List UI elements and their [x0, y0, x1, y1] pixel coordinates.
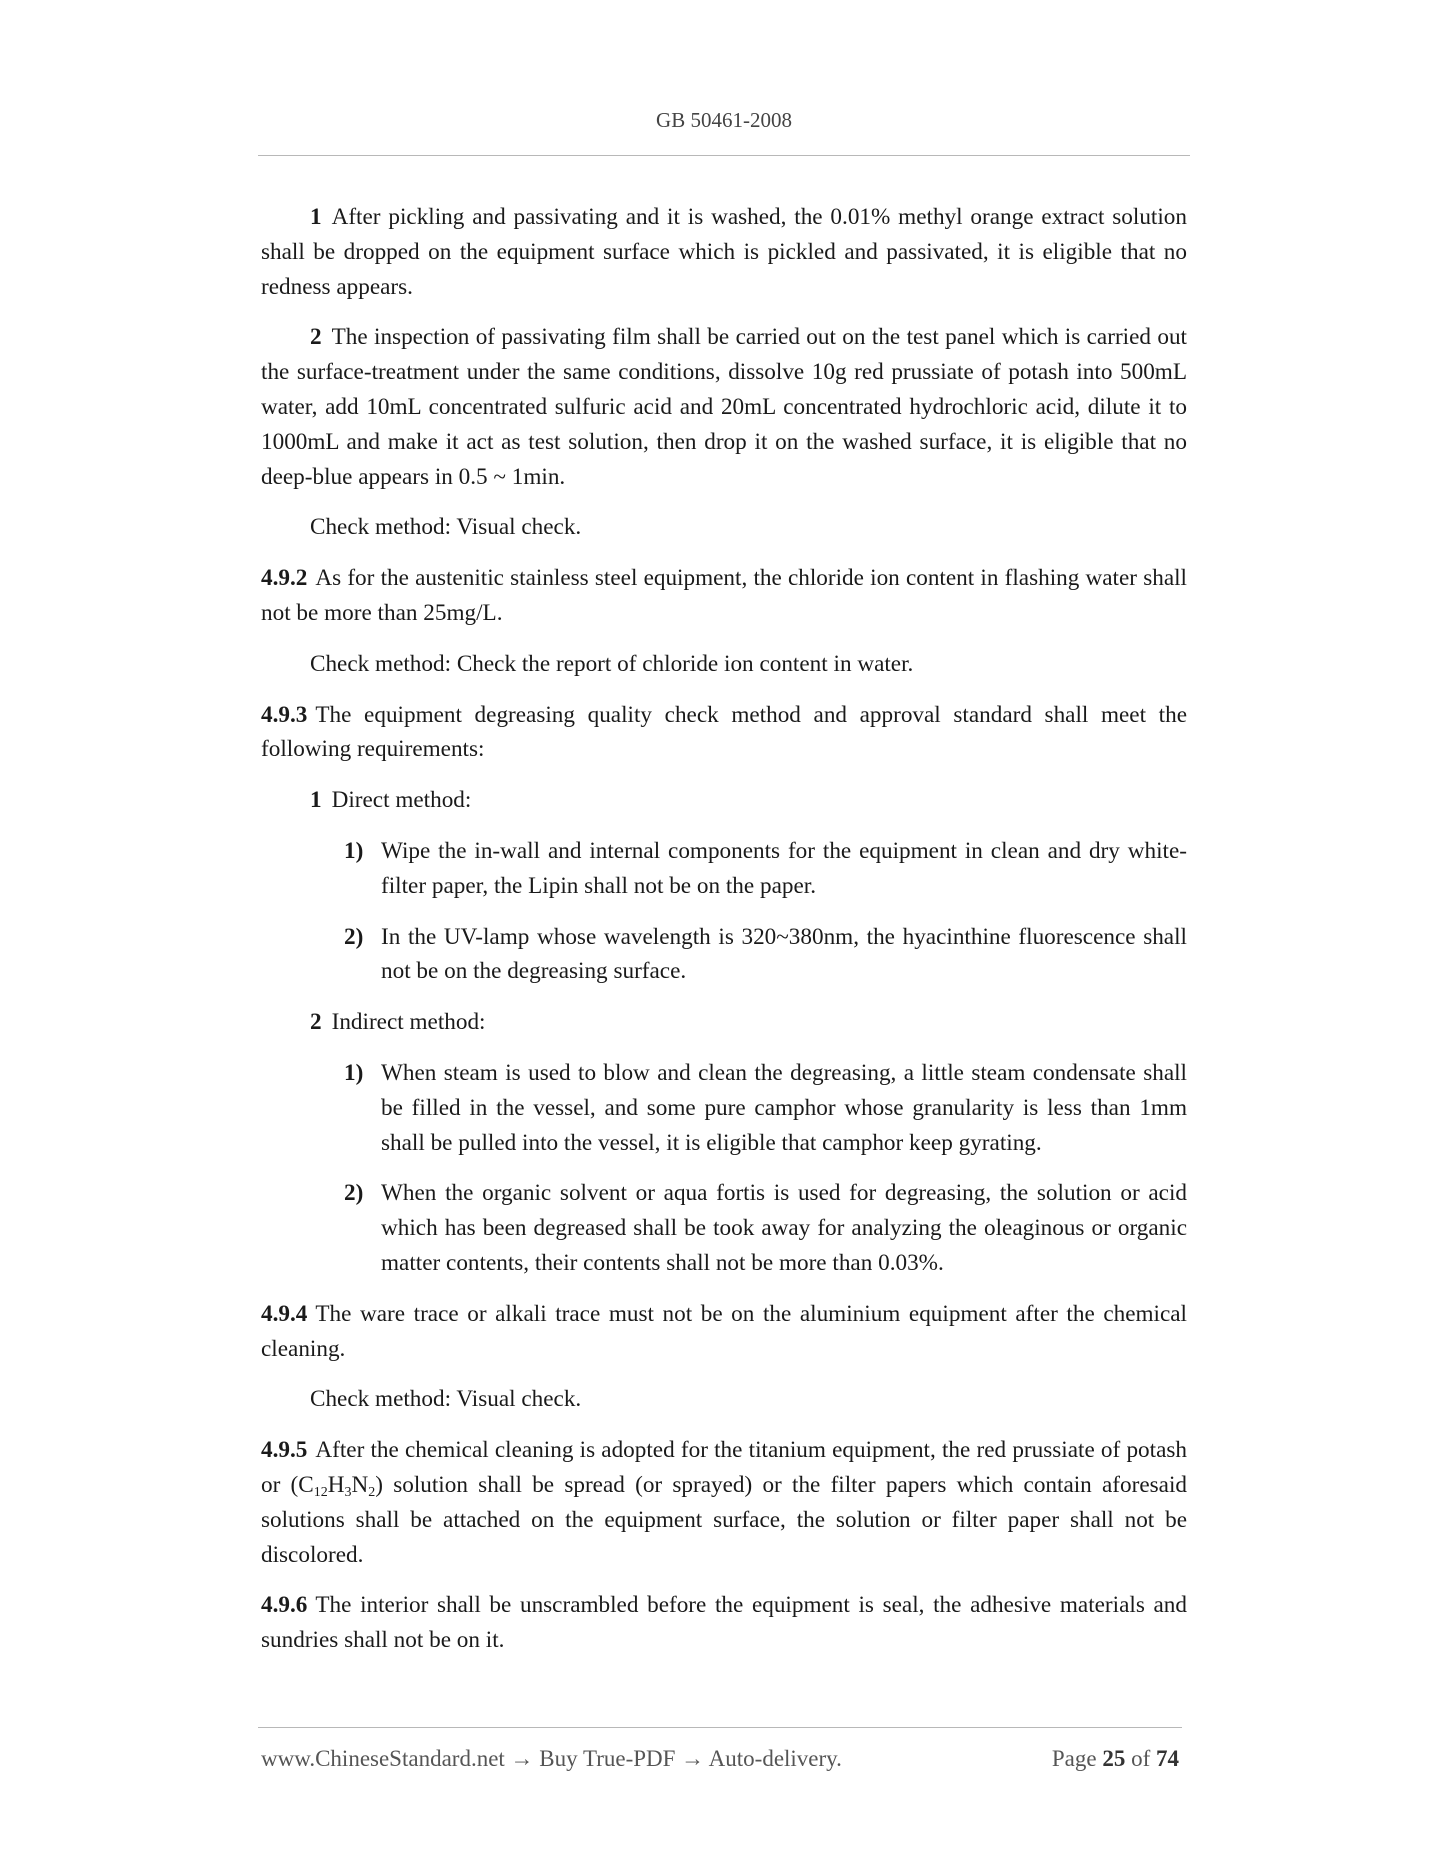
sub-item-number: 1) — [344, 837, 364, 864]
item-number: 2 — [310, 1009, 322, 1036]
clause-number: 4.9.6 — [261, 1592, 308, 1619]
document-body — [261, 200, 1187, 1658]
item-number: 2 — [310, 324, 322, 351]
sub-item-number: 1) — [344, 1059, 364, 1086]
check-method: Check method: Check the report of chloride ion content in water. — [310, 650, 914, 677]
list-item — [261, 200, 1187, 304]
item-text: Direct method: — [331, 787, 472, 814]
item-text: Indirect method: — [331, 1009, 486, 1036]
sub-list-item — [261, 920, 1187, 990]
sub-item-number: 2) — [344, 1180, 364, 1207]
page-label: Page — [1051, 1746, 1097, 1771]
clause — [261, 1297, 1187, 1367]
sub-item-text: When the organic solvent or aqua fortis is used for degreasing, the solution or acid which has been degreased shall be took away for analyzing the oleaginous or organic matter contents, their contents shall not be more than 0.03%. — [381, 1180, 1187, 1276]
check-method: Check method: Visual check. — [310, 1386, 582, 1413]
item-text: The inspection of passivating film shall be carried out on the test panel which is carried out the surface-treatment under the same conditions, dissolve 10g red prussiate of potash into 500mL water, add 10mL concentrated sulfuric acid and 20mL concentrated hydrochloric acid, dilute it to 1000mL and make it act as test solution, then drop it on the washed surface, it is eligible that no deep-blue appears in 0.5 ~ 1min. — [261, 324, 1187, 490]
clause-number: 4.9.2 — [261, 565, 308, 592]
formula-subscript: 3 — [344, 1484, 352, 1500]
sub-item-text: In the UV-lamp whose wavelength is 320~380nm, the hyacinthine fluorescence shall not be on the degreasing surface. — [381, 923, 1187, 985]
clause-number: 4.9.5 — [261, 1437, 308, 1464]
page-indicator — [1052, 1746, 1179, 1772]
list-item — [261, 1005, 1187, 1040]
list-item — [261, 783, 1187, 818]
footer-site-link[interactable]: www.ChineseStandard.net → Buy True-PDF → Auto-delivery. — [261, 1746, 842, 1771]
sub-list-item — [261, 1056, 1187, 1160]
page-total: 74 — [1156, 1746, 1179, 1771]
sub-item-number: 2) — [344, 923, 364, 950]
page-current: 25 — [1102, 1746, 1126, 1771]
clause-text: As for the austenitic stainless steel equipment, the chloride ion content in flashing water shall not be more than 25mg/L. — [261, 565, 1187, 626]
sub-list-item — [261, 1176, 1187, 1280]
footer-divider — [258, 1727, 1182, 1728]
clause-text: ) solution shall be spread (or sprayed) or the filter papers which contain aforesaid solutions shall be attached on the equipment surface, the solution or filter paper shall not be discolored. — [261, 1471, 1187, 1568]
clause-text: The interior shall be unscrambled before the equipment is seal, the adhesive materials and sundries shall not be on it. — [261, 1592, 1187, 1654]
check-method: Check method: Visual check. — [310, 514, 582, 541]
item-number: 1 — [310, 787, 322, 814]
clause — [261, 1588, 1187, 1658]
formula-text: H — [327, 1471, 345, 1498]
clause-text: The ware trace or alkali trace must not be on the aluminium equipment after the chemical cleaning. — [261, 1300, 1187, 1362]
clause — [261, 698, 1187, 768]
list-item — [261, 320, 1187, 494]
clause-text: The equipment degreasing quality check method and approval standard shall meet the following requirements: — [261, 701, 1187, 763]
clause — [261, 1433, 1187, 1572]
formula-subscript: 2 — [368, 1484, 376, 1500]
item-text: After pickling and passivating and it is washed, the 0.01% methyl orange extract solution shall be dropped on the equipment surface which is pickled and passivated, it is eligible that no redness appears. — [261, 204, 1187, 300]
clause-text: After the chemical cleaning is adopted for the titanium equipment, the red prussiate of potash or (C — [261, 1437, 1187, 1498]
formula-text: N — [351, 1471, 369, 1498]
formula-subscript: 12 — [313, 1484, 328, 1500]
document-code-header: GB 50461-2008 — [656, 108, 792, 132]
item-number: 1 — [310, 204, 322, 230]
clause-number: 4.9.4 — [261, 1300, 308, 1327]
of-label: of — [1131, 1746, 1151, 1771]
sub-list-item — [261, 834, 1187, 904]
sub-item-text: Wipe the in-wall and internal components for the equipment in clean and dry white-filter paper, the Lipin shall not be on the paper. — [381, 837, 1187, 899]
header-divider — [258, 155, 1190, 156]
clause — [261, 561, 1187, 631]
clause-number: 4.9.3 — [261, 701, 308, 728]
sub-item-text: When steam is used to blow and clean the degreasing, a little steam condensate shall be filled in the vessel, and some pure camphor whose granularity is less than 1mm shall be pulled into the vessel, it is eligible that camphor keep gyrating. — [381, 1059, 1187, 1156]
